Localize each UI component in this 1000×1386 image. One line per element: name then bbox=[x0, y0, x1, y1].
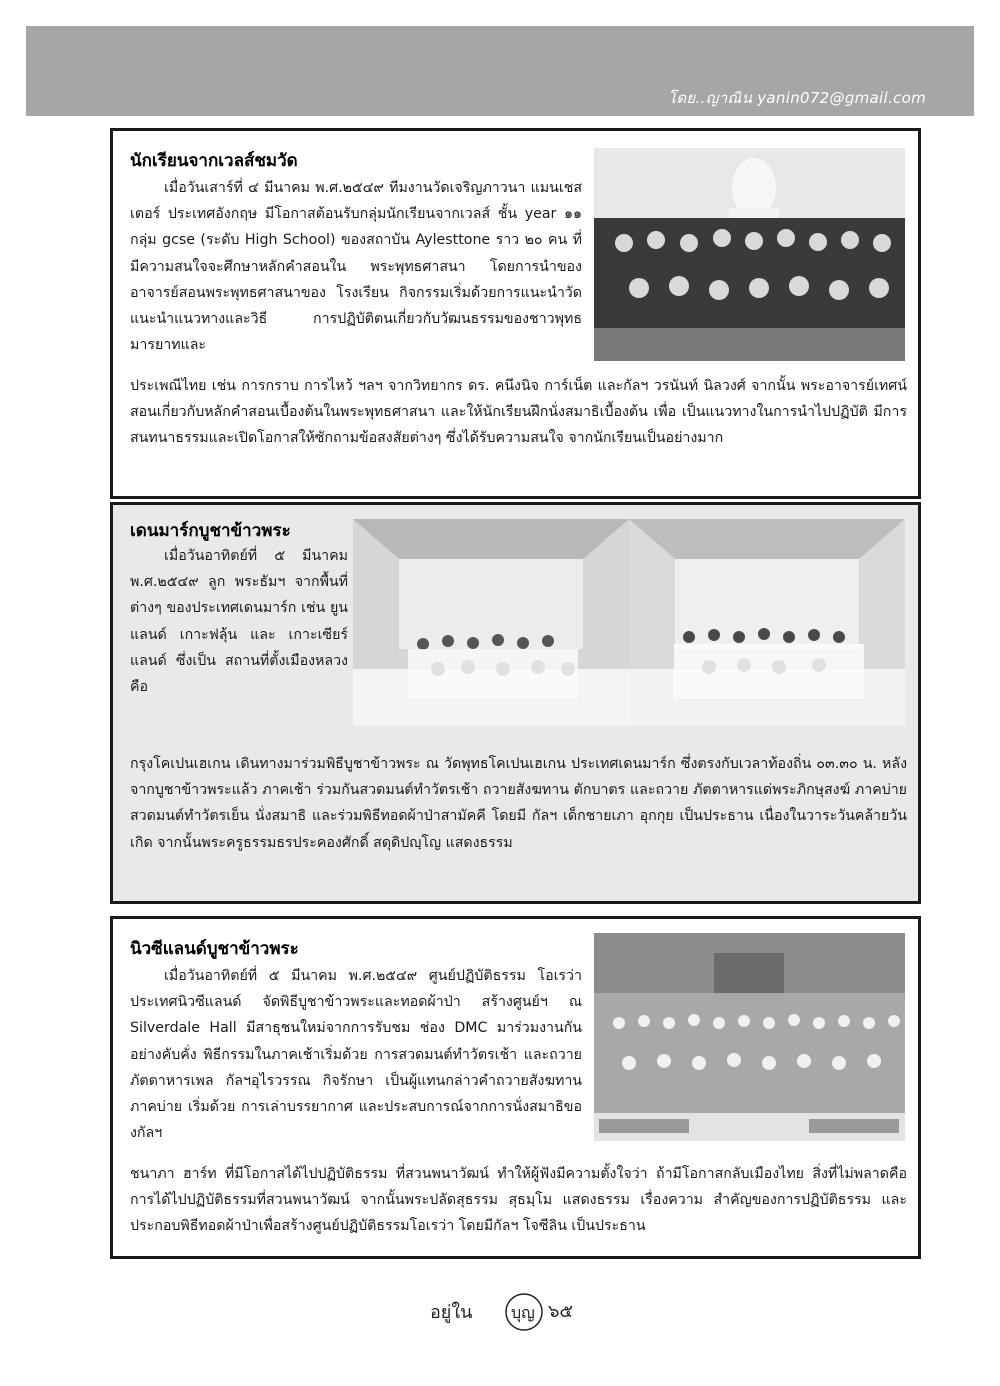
section-heading: นิวซีแลนด์บูชาข้าวพระ bbox=[130, 939, 299, 959]
group-photo-new-zealand bbox=[594, 933, 905, 1141]
page-number: ๖๕ bbox=[548, 1301, 574, 1322]
group-photo-wales bbox=[594, 148, 905, 361]
section-paragraph-bottom: ประเพณีไทย เช่น การกราบ การไหว้ ฯลฯ จากวิทยากร ดร. คนึงนิจ การ์เน็ต และกัลฯ วรนันท์ นิลวงศ์ จากนั้น พระอาจารย์เทศน์สอนเกี่ยวกับหลักคำสอนเบื้องต้นในพระพุทธศาสนา และให้นักเรียนฝึกนั่งสมาธิเบื้องต้น เพื่อ เป็นแนวทางในการนำไปปฏิบัติ มีการสนทนาธรรมและเปิดโอกาสให้ซักถามข้อสงสัยต่างๆ ซึ่งได้รับความสนใจ จากนักเรียนเป็นอย่างมาก bbox=[130, 378, 907, 447]
section-new-zealand bbox=[110, 916, 921, 1259]
section-denmark bbox=[110, 502, 921, 904]
svg-text:อยู่ใน: อยู่ใน bbox=[430, 1302, 473, 1323]
section-paragraph-top: เมื่อวันอาทิตย์ที่ ๕ มีนาคม พ.ศ.๒๕๔๙ ลูก พระธัมฯ จากพื้นที่ต่างๆ ของประเทศเดนมาร์ก เช่น ยูนแลนด์ เกาะฟลุ้น และ เกาะเซียร์แลนด์ ซึ่งเป็น สถานที่ตั้งเมืองหลวง คือ bbox=[130, 548, 348, 696]
author-byline: โดย..ญาณิน yanin072@gmail.com bbox=[667, 89, 926, 107]
section-wales-students bbox=[110, 128, 921, 499]
section-paragraph-bottom: ชนาภา ฮาร์ท ที่มีโอกาสได้ไปปฏิบัติธรรม ที่สวนพนาวัฒน์ ทำให้ผู้ฟังมีความตั้งใจว่า ถ้ามีโอกาสกลับเมืองไทย สิ่งที่ไม่พลาดคือ การได้ไปปฏิบัติธรรมที่สวนพนาวัฒน์ จากนั้นพระปลัดสุธรรม สุธมฺโม แสดงธรรม เรื่องความ สำคัญของการปฏิบัติธรรม และประกอบพิธีทอดผ้าป่าเพื่อสร้างศูนย์ปฏิบัติธรรมโอเรว่า โดยมีกัลฯ โจซีลิน เป็นประธาน bbox=[130, 1166, 907, 1235]
section-heading: นักเรียนจากเวลส์ชมวัด bbox=[130, 151, 298, 171]
group-photo-denmark-left bbox=[353, 519, 629, 726]
magazine-logo bbox=[428, 1292, 548, 1332]
section-paragraph-top: เมื่อวันเสาร์ที่ ๔ มีนาคม พ.ศ.๒๕๔๙ ทีมงานวัดเจริญภาวนา แมนเชสเตอร์ ประเทศอังกฤษ มีโอกาสต้อนรับกลุ่มนักเรียนจากเวลส์ ชั้น year ๑๑ กลุ่ม gcse (ระดับ High School) ของสถาบัน Aylesttone ราว ๒๐ คน ที่มีความสนใจจะศึกษาหลักคำสอนใน พระพุทธศาสนา โดยการนำของอาจารย์สอนพระพุทธศาสนาของ โรงเรียน กิจกรรมเริ่มด้วยการแนะนำวัด แนะนำแนวทางและวิธี การปฏิบัติตนเกี่ยวกับวัฒนธรรมของชาวพุทธ มารยาทและ bbox=[130, 180, 582, 354]
section-paragraph-bottom: กรุงโคเปนเฮเกน เดินทางมาร่วมพิธีบูชาข้าวพระ ณ วัดพุทธโคเปนเฮเกน ประเทศเดนมาร์ก ซึ่งตรงกับเวลาท้องถิ่น ๐๓.๓๐ น. หลังจากบูชาข้าวพระแล้ว ภาคเช้า ร่วมกันสวดมนต์ทำวัตรเช้า ถวายสังฆทาน ตักบาตร และถวาย ภัตตาหารแด่พระภิกษุสงฆ์ ภาคบ่าย สวดมนต์ทำวัตรเย็น นั่งสมาธิ และร่วมพิธีทอดผ้าป่าสามัคคี โดยมี กัลฯ เด็กชายเภา อุกกุย เป็นประธาน เนื่องในวาระวันคล้ายวันเกิด จากนั้นพระครูธรรมธรประคองศักดิ์ สดุดิปญฺโญ แสดงธรรม bbox=[130, 756, 907, 851]
section-paragraph-top: เมื่อวันอาทิตย์ที่ ๕ มีนาคม พ.ศ.๒๕๔๙ ศูนย์ปฏิบัติธรรม โอเรว่า ประเทศนิวซีแลนด์ จัดพิธีบูชาข้าวพระและทอดผ้าป่า สร้างศูนย์ฯ ณ Silverdale Hall มีสาธุชนใหม่จากการรับชม ช่อง DMC มาร่วมงานกันอย่างคับคั่ง พิธีกรรมในภาคเช้าเริ่มด้วย การสวดมนต์ทำวัตรเช้า และถวายภัตตาหารเพล กัลฯอุไรวรรณ กิจรักษา เป็นผู้แทนกล่าวคำถวายสังฆทาน ภาคบ่าย เริ่มด้วย การเล่าบรรยากาศ และประสบการณ์จากการนั่งสมาธิของกัลฯ bbox=[130, 968, 582, 1142]
svg-text:บุญ: บุญ bbox=[511, 1303, 535, 1322]
section-heading: เดนมาร์กบูชาข้าวพระ bbox=[130, 521, 291, 541]
group-photo-denmark-right bbox=[629, 519, 905, 726]
